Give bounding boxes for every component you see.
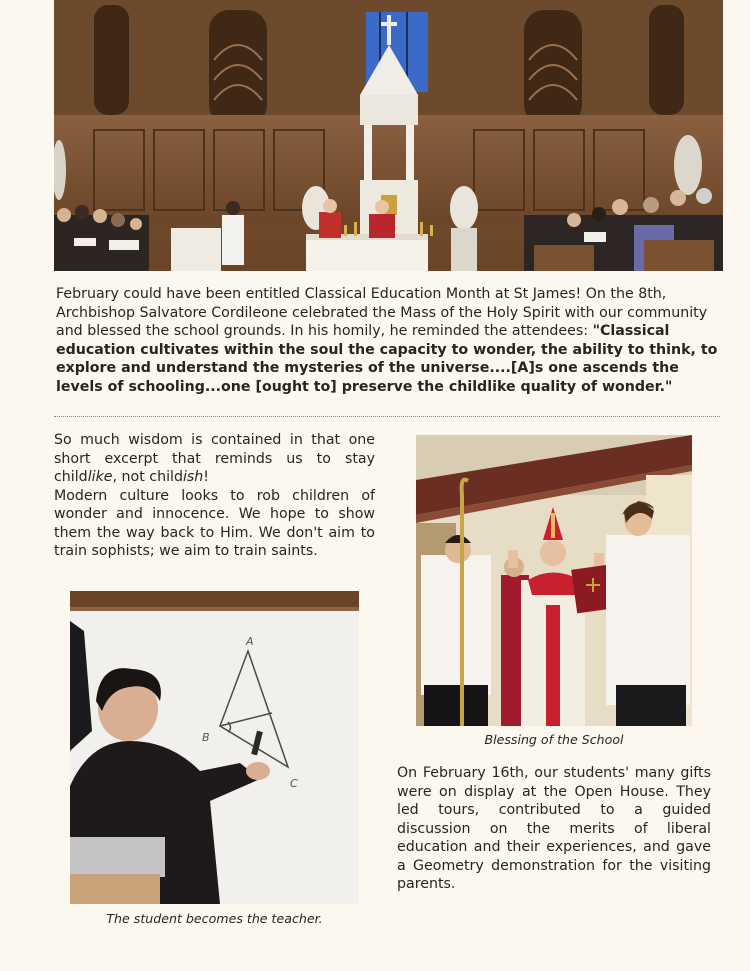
intro-text: February could have been entitled Classical Education Month at St James! On the 8th, Archbishop Salvatore Cordileone celebrated the Mass of the Holy Spirit with our community and blessed the school grounds. In his homily, he reminded the attendees: (56, 286, 708, 339)
wisdom-like: like (87, 469, 113, 485)
wisdom-line1: So much wisdom is contained in that one short excerpt that reminds us to stay child (54, 432, 375, 485)
caption-blessing: Blessing of the School (484, 732, 624, 747)
school-blessing-photo (416, 435, 692, 726)
wisdom-not-child: , not child (112, 469, 183, 485)
whiteboard-label-b: B (202, 731, 210, 744)
geometry-demo-photo (70, 591, 359, 904)
wisdom-exclaim: ! (203, 469, 209, 485)
homily-quote: "Classical education cultivates within the soul the capacity to wonder, the ability to think, to explore and understand the mysteries of the universe....[A]s one ascends the levels of schooling...one [ought to] preserve the childlike quality of wonder." (56, 323, 718, 395)
wisdom-line2: Modern culture looks to rob children of wonder and innocence. We hope to show them the way back to Him. We don't aim to train sophists; we aim to train saints. (54, 487, 375, 559)
whiteboard-label-a: A (246, 635, 254, 648)
wisdom-paragraph (54, 431, 375, 561)
chapel-mass-photo (54, 0, 723, 271)
intro-paragraph (56, 285, 720, 396)
caption-student: The student becomes the teacher. (106, 911, 323, 926)
openhouse-paragraph: On February 16th, our students' many gifts were on display at the Open House. They led tours, contributed to a guided discussion on the merits of liberal education and their experiences, and gave a Geometry demonstration for the visiting parents. (397, 765, 711, 892)
wisdom-ish: ish (182, 469, 204, 485)
section-divider (54, 416, 720, 417)
whiteboard-label-c: C (290, 777, 298, 790)
